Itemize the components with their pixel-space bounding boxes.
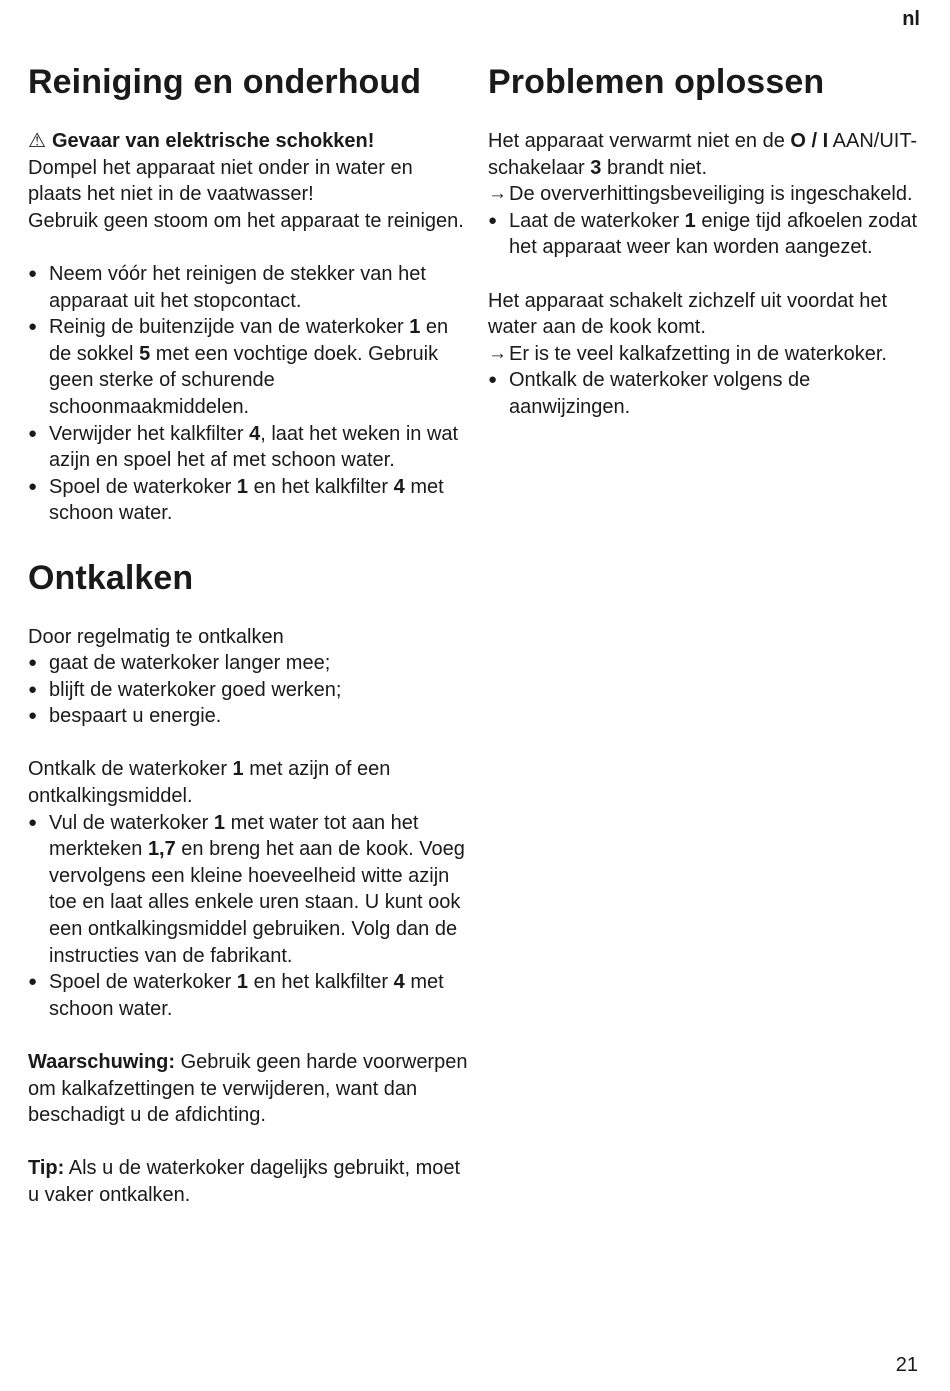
- problem-2-list: [488, 341, 928, 421]
- descaling-text: Ontkalk de waterkoker 1 met azijn of een ontkalkingsmiddel.: [28, 758, 391, 808]
- section-title-descaling: Ontkalken: [28, 558, 194, 597]
- section-title-cleaning: Reiniging en onderhoud: [28, 63, 422, 101]
- list-item: ● bespaart u energie.: [28, 703, 468, 730]
- problem-text: Het apparaat verwarmt niet en de O / I AAN/UIT-schakelaar 3 brandt niet.: [488, 130, 918, 179]
- list-item: ● gaat de waterkoker langer mee;: [28, 650, 468, 677]
- cleaning-steps-list: [28, 261, 468, 527]
- remedy-item: ● Laat de waterkoker 1 enige tijd afkoelen zodat het apparaat weer kan worden aangezet.: [488, 208, 928, 261]
- page-number: 21: [895, 1354, 918, 1376]
- right-column: [488, 58, 928, 447]
- electric-shock-warning: [28, 128, 468, 234]
- list-item: ● Spoel de waterkoker 1 en het kalkfilter 4 met schoon water.: [28, 474, 468, 527]
- problem-1: [488, 128, 928, 261]
- descaling-intro: [28, 624, 468, 730]
- list-item: ● blijft de waterkoker goed werken;: [28, 677, 468, 704]
- problem-1-list: [488, 181, 928, 261]
- benefits-list: [28, 650, 468, 730]
- list-item: ● Neem vóór het reinigen de stekker van het apparaat uit het stopcontact.: [28, 261, 468, 314]
- intro-text: Door regelmatig te ontkalken: [28, 625, 284, 648]
- list-item: ● Spoel de waterkoker 1 en het kalkfilter 4 met schoon water.: [28, 969, 468, 1022]
- cause-item: → De oververhittingsbeveiliging is ingeschakeld.: [488, 181, 928, 208]
- descaling-steps-list: [28, 810, 468, 1023]
- problem-2: [488, 288, 928, 421]
- descaling-warning: Waarschuwing: Gebruik geen harde voorwerpen om kalkafzettingen te verwijderen, want dan beschadigt u de afdichting.: [28, 1051, 468, 1127]
- list-item: ● Reinig de buitenzijde van de waterkoker 1 en de sokkel 5 met een vochtige doek. Gebruik geen sterke of schurende schoonmaakmiddelen.: [28, 314, 468, 420]
- warning-text-1: Dompel het apparaat niet onder in water en plaats het niet in de vaatwasser!: [28, 156, 413, 206]
- warning-title: Gevaar van elektrische schokken!: [52, 130, 375, 152]
- cause-item: → Er is te veel kalkafzetting in de waterkoker.: [488, 341, 928, 368]
- remedy-item: ● Ontkalk de waterkoker volgens de aanwijzingen.: [488, 367, 928, 420]
- problem-text: Het apparaat schakelt zichzelf uit voordat het water aan de kook komt.: [488, 289, 888, 339]
- list-item: ● Vul de waterkoker 1 met water tot aan het merkteken 1,7 en breng het aan de kook. Voeg vervolgens een kleine hoeveelheid witte azijn toe en laat alles enkele uren staan. U kunt ook een ontkalkingsmiddel gebruiken. Volg dan de instructies van de fabrikant.: [28, 810, 468, 970]
- warning-text-2: Gebruik geen stoom om het apparaat te reinigen.: [28, 209, 464, 232]
- left-column: [28, 58, 468, 1235]
- descaling-tip: Tip: Als u de waterkoker dagelijks gebruikt, moet u vaker ontkalken.: [28, 1157, 461, 1206]
- descaling-instructions: [28, 756, 468, 1022]
- section-title-troubleshooting: Problemen oplossen: [488, 63, 825, 101]
- warning-triangle-icon: ⚠: [28, 130, 46, 152]
- list-item: ● Verwijder het kalkfilter 4, laat het weken in wat azijn en spoel het af met schoon water.: [28, 421, 468, 474]
- language-label: nl: [902, 8, 920, 30]
- warning-heading: [28, 128, 468, 155]
